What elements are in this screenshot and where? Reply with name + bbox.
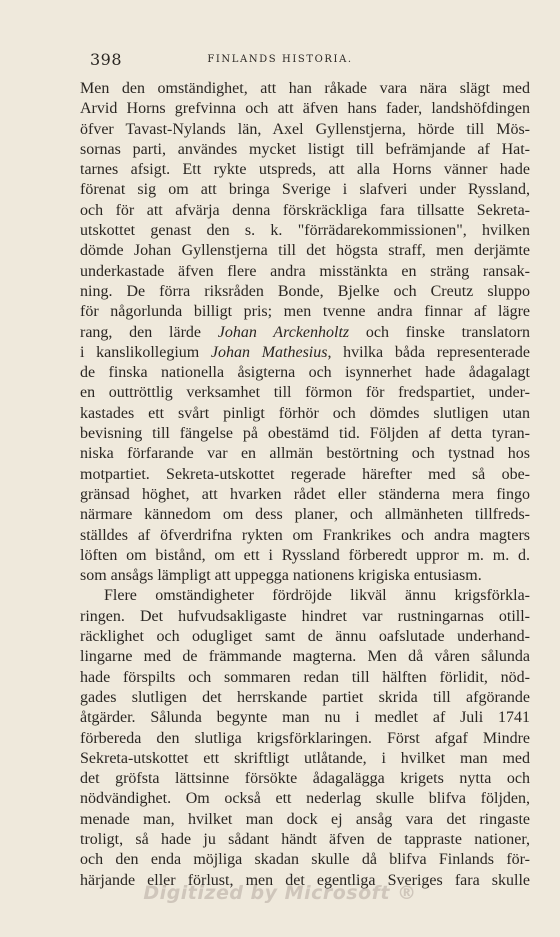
text-segment: , hvilka båda representerade [327,343,531,361]
text-line: härjande eller förlust, men det egentliga Sveriges fara skulle [80,871,530,889]
text-line: bevisning till fängelse på obestämd tid. Följden af detta tyran- [80,425,530,443]
text-line: som ansågs lämpligt att uppegga nationens krigiska entusiasm. [80,567,482,585]
text-line: löften om bistånd, om ett i Ryssland förberedt uppror m. m. d. [80,546,530,564]
text-line: Men den omständighet, att han råkade vara nära slägt med [80,80,530,97]
italic-name: Johan Arckenholtz [217,323,350,341]
text-line [80,323,530,343]
text-line: och den enda möjliga skadan skulle då blifva Finlands för- [80,851,530,869]
text-line: troligt, så hade ju sådant händt äfven de tappraste nationer, [80,830,530,848]
text-line: åtgärder. Sålunda begynte man nu i medlet af Juli 1741 [80,709,530,727]
text-line: utskottet genast den s. k. "förrädarekommissionen", hvilken [80,222,530,240]
text-line: förenat sig om att bringa Sverige i slafveri under Ryssland, [80,181,530,199]
text-line: och för att afvärja denna förskräckliga fara tillsatte Sekreta- [80,201,530,219]
text-line: Flere omständigheter fördröjde likväl ännu krigsförkla- [104,587,530,605]
text-line: dömde Johan Gyllenstjerna till det högsta straff, men derjämte [80,242,530,260]
text-line: sornas parti, användes mycket listigt till befrämjande af Hat- [80,140,530,158]
text-line: hade förspilts och sommaren redan till hälften förlidit, nöd- [80,668,530,686]
text-line: förbereda den slutliga krigsförklaringen. Först afgaf Mindre [80,729,530,747]
text-line: gades slutligen det herrskande partiet skrida till afgörande [80,688,530,706]
text-line: lingarne med de främmande magterna. Men då våren sålunda [80,648,530,666]
text-line [80,343,530,363]
text-segment: i kanslikollegium [80,343,211,361]
text-line: menade man, hvilket man dock ej ansåg vara det ringaste [80,810,530,828]
text-line: niska förfarande var en allmän bestörtning och tystnad hos [80,445,530,463]
text-line: Sekreta-utskottet ett skriftligt utlåtande, i hvilket man med [80,749,530,767]
text-line: kastades ett svårt pinligt förhör och dömdes slutligen utan [80,404,530,422]
text-line: räcklighet och odugliget samt de ännu oafslutade underhand- [80,628,530,646]
text-segment: och finske translatorn [349,323,531,341]
text-line: en outtröttlig verksamhet till förmon för fredspartiet, under- [80,384,530,402]
text-line: för någorlunda billigt pris; men tvenne andra finnar af lägre [80,303,530,321]
text-line: nödvändighet. Om också ett nederlag skulle blifva följden, [80,790,530,808]
text-line: Arvid Horns grefvinna och att äfven hans fader, landshöfdingen [80,100,530,118]
text-line: underkastade äfven flere andra misstänkta en sträng ransak- [80,262,530,280]
text-line: ringen. Det hufvudsakligaste hindret var rustningarnas otill- [80,607,530,625]
text-line: tarnes afsigt. Ett rykte utspreds, att alla Horns vänner hade [80,161,530,179]
text-line: motpartiet. Sekreta-utskottet regerade härefter med så obe- [80,465,530,483]
body-text [80,79,530,891]
text-segment: rang, den lärde [80,323,218,341]
digitization-watermark: Digitized by Microsoft ® [143,882,417,904]
italic-name: Johan Mathesius [210,343,328,361]
text-line: de finska nationella åsigterna och isynnerhet hade ådagalagt [80,364,530,382]
text-line: ning. De förra riksråden Bonde, Bjelke och Creutz sluppo [80,282,530,300]
page-number: 398 [90,50,123,69]
text-line: det gröfsta lättsinne försökte ådagalägga krigets nytta och [80,770,530,788]
text-line: öfver Tavast-Nylands län, Axel Gyllenstjerna, hörde till Mös- [80,120,530,138]
text-line: närmare kännedom om dess planer, och allmänheten tillfreds- [80,506,530,524]
text-line: gränsad höghet, att hvarken rådet eller ständerna mera fingo [80,485,530,503]
running-head: FINLANDS HISTORIA. [207,54,353,65]
text-line: ställdes af öfverdrifna rykten om Frankrikes och andra magters [80,526,530,544]
